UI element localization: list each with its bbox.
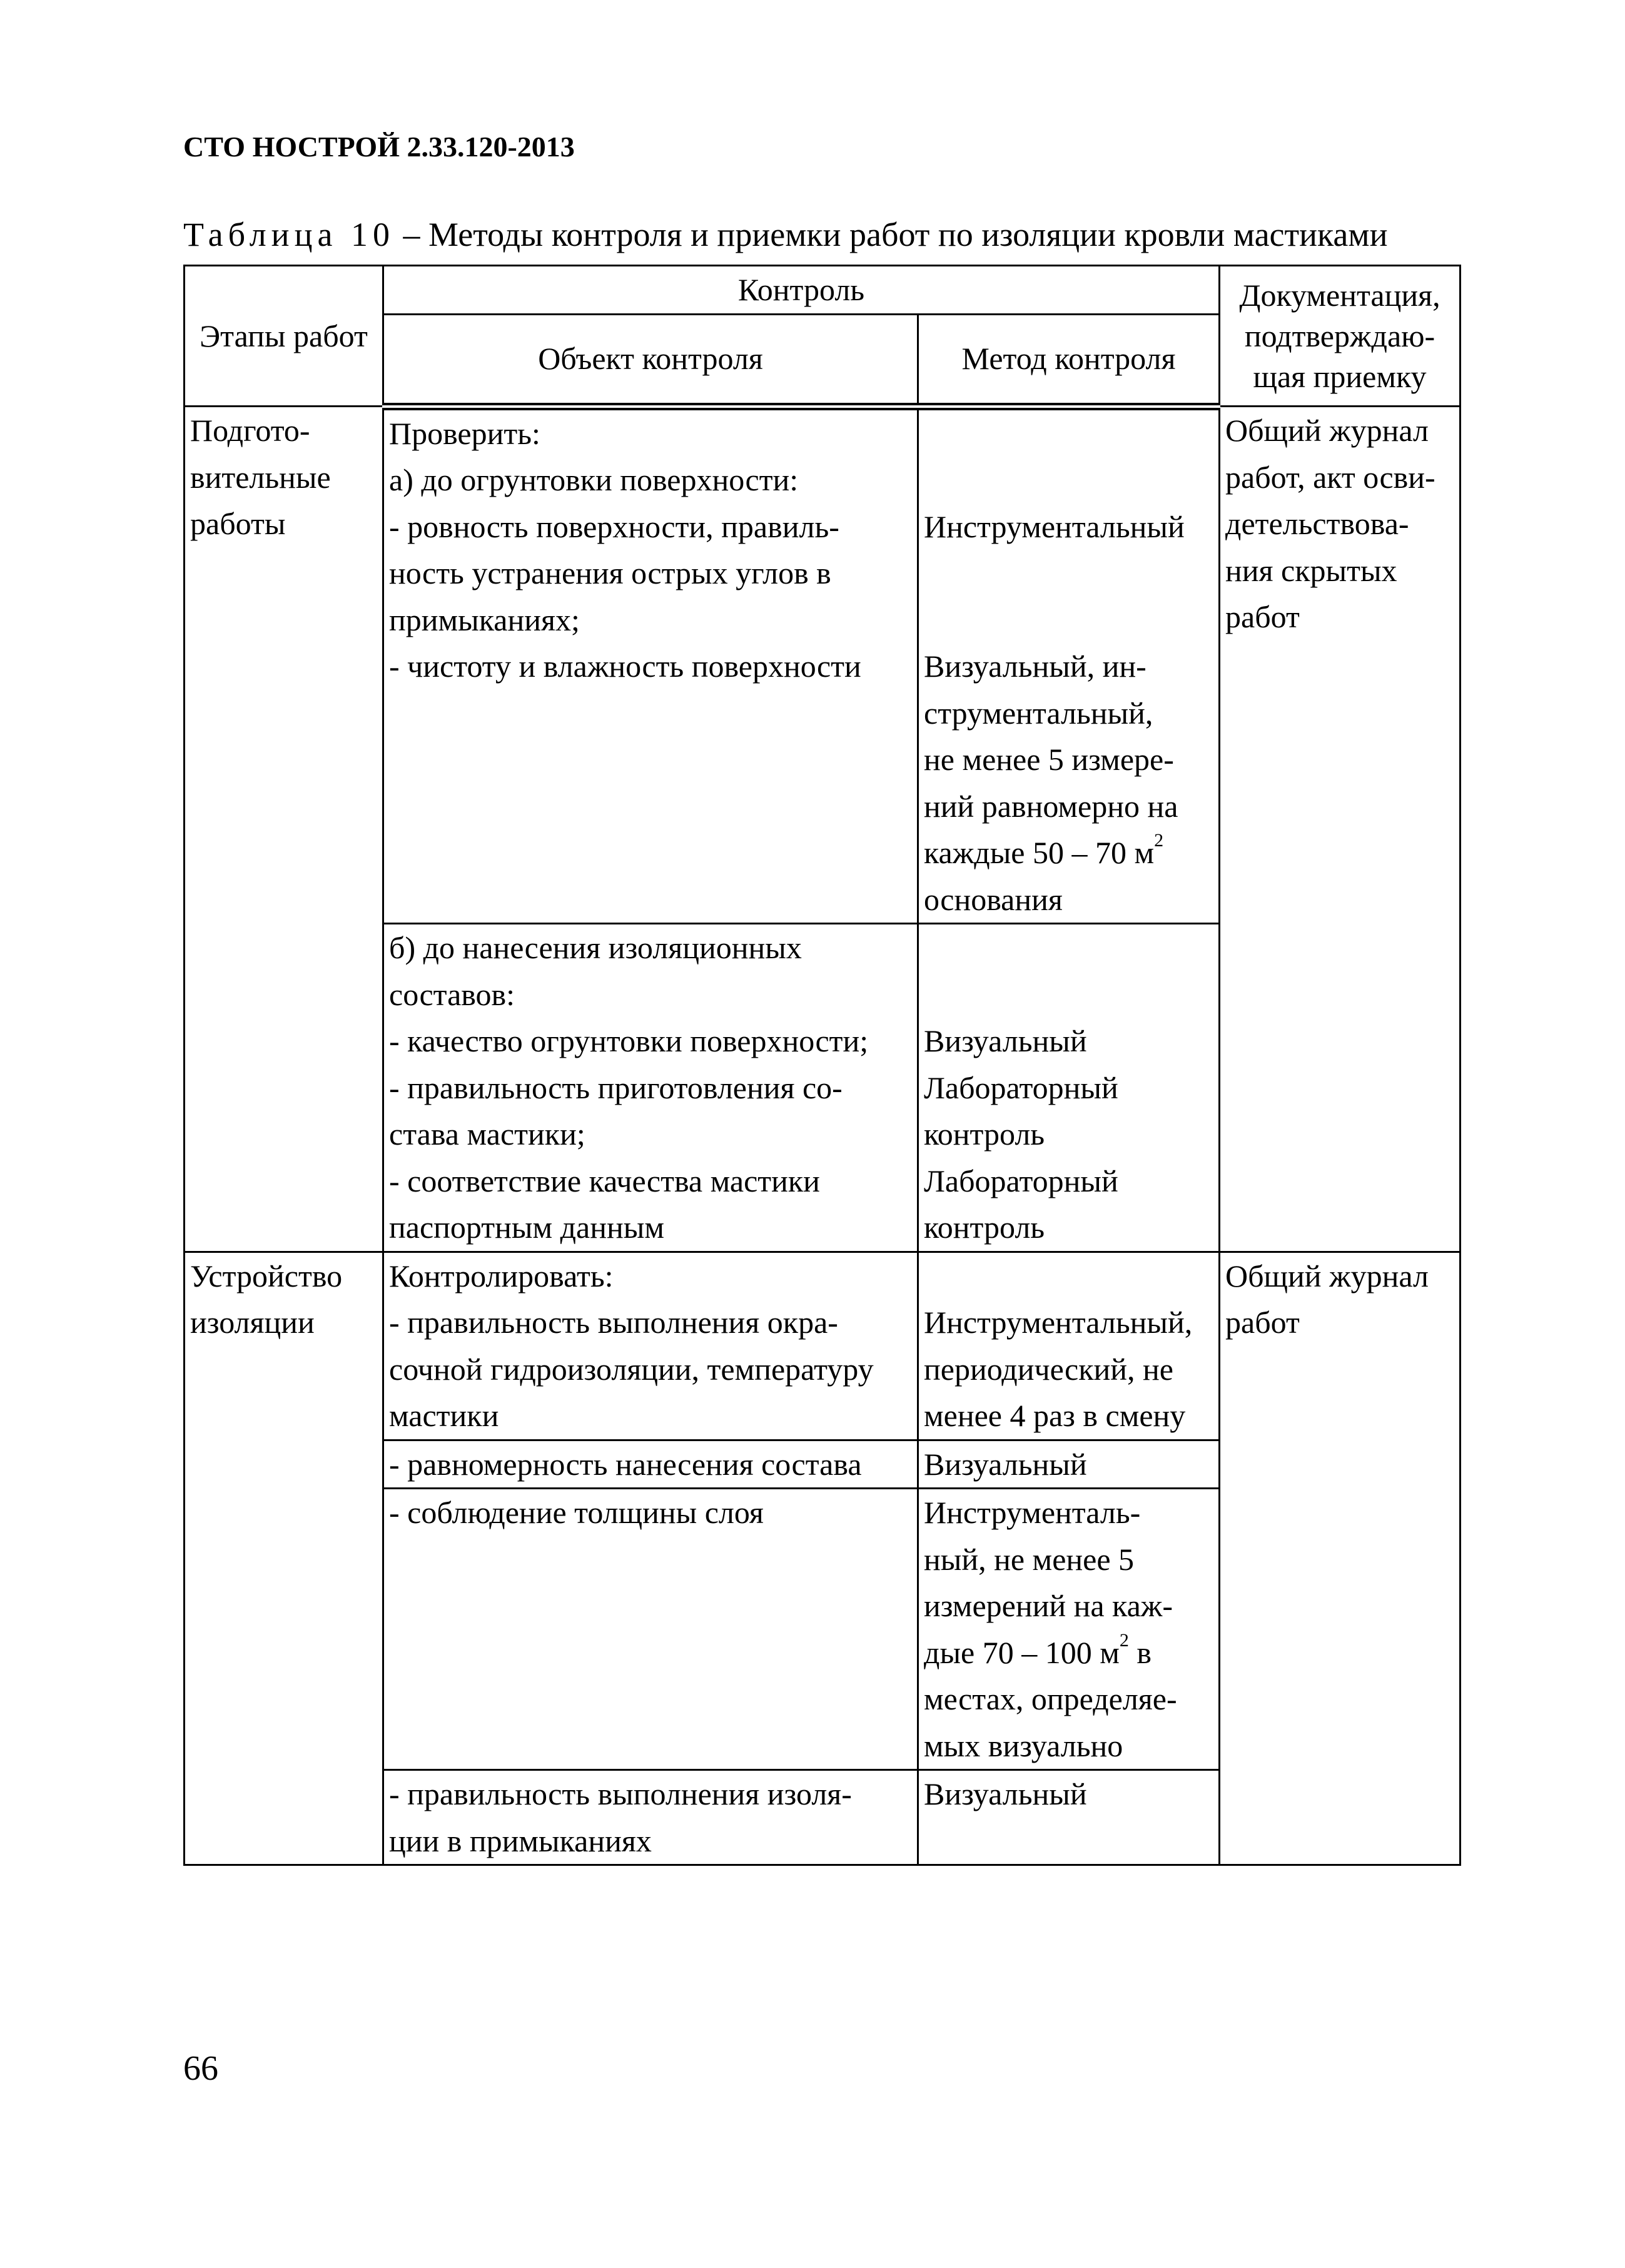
control-methods-table [183, 265, 1461, 1866]
documentation-insulation: Общий журнал работ [1220, 1252, 1460, 1865]
object-application-uniformity: - равномерность нанесения состава [383, 1440, 918, 1489]
document-code: СТО НОСТРОЙ 2.33.120-2013 [183, 131, 575, 163]
header-control: Контроль [383, 266, 1220, 315]
method-application-uniformity: Визуальный [918, 1440, 1220, 1489]
stage-insulation: Устройство изоляции [185, 1252, 383, 1865]
table-row [185, 1252, 1460, 1440]
object-before-coating: б) до нанесения изоляционных составов: - качество огрунтовки поверхности; - правильность приготовления со- става мастики; - соответствие качества мастики паспортным данным [383, 924, 918, 1252]
header-object: Объект контроля [383, 314, 918, 407]
object-before-priming: Проверить: а) до огрунтовки поверхности: - ровность поверхности, правиль- ность устранения острых углов в примыканиях; - чистоту и влажность поверхности [383, 407, 918, 924]
method-layer-thickness: Инструменталь- ный, не менее 5 измерений на каж- дые 70 – 100 $м^2$ в местах, определяе- мых визуально [918, 1489, 1220, 1770]
documentation-preparatory: Общий журнал работ, акт осви- детельствова- ния скрытых работ [1220, 407, 1460, 1252]
table-caption-number: Таблица 10 [183, 216, 395, 253]
header-stages: Этапы работ [185, 266, 383, 407]
object-layer-thickness: - соблюдение толщины слоя [383, 1489, 918, 1770]
table-row [185, 407, 1460, 924]
page-number: 66 [183, 2049, 218, 2088]
stage-preparatory: Подгото- вительные работы [185, 407, 383, 1252]
header-method: Метод контроля [918, 314, 1220, 407]
table-caption [183, 214, 1387, 255]
method-coating-waterproofing: Инструментальный, периодический, не менее 4 раз в смену [918, 1252, 1220, 1440]
object-junction-insulation: - правильность выполнения изоля- ции в примыканиях [383, 1770, 918, 1865]
table-caption-text: – Методы контроля и приемки работ по изоляции кровли мастиками [394, 216, 1388, 253]
object-coating-waterproofing: Контролировать: - правильность выполнения окра- сочной гидроизоляции, температуру мастики [383, 1252, 918, 1440]
method-before-coating: Визуальный Лабораторный контроль Лабораторный контроль [918, 924, 1220, 1252]
method-before-priming: Инструментальный Визуальный, ин- струментальный, не менее 5 измере- ний равномерно на каждые 50 – 70 $м^2$ основания [918, 407, 1220, 924]
method-junction-insulation: Визуальный [918, 1770, 1220, 1865]
header-row [185, 266, 1460, 315]
header-documentation: Документация, подтверждаю- щая приемку [1220, 266, 1460, 407]
